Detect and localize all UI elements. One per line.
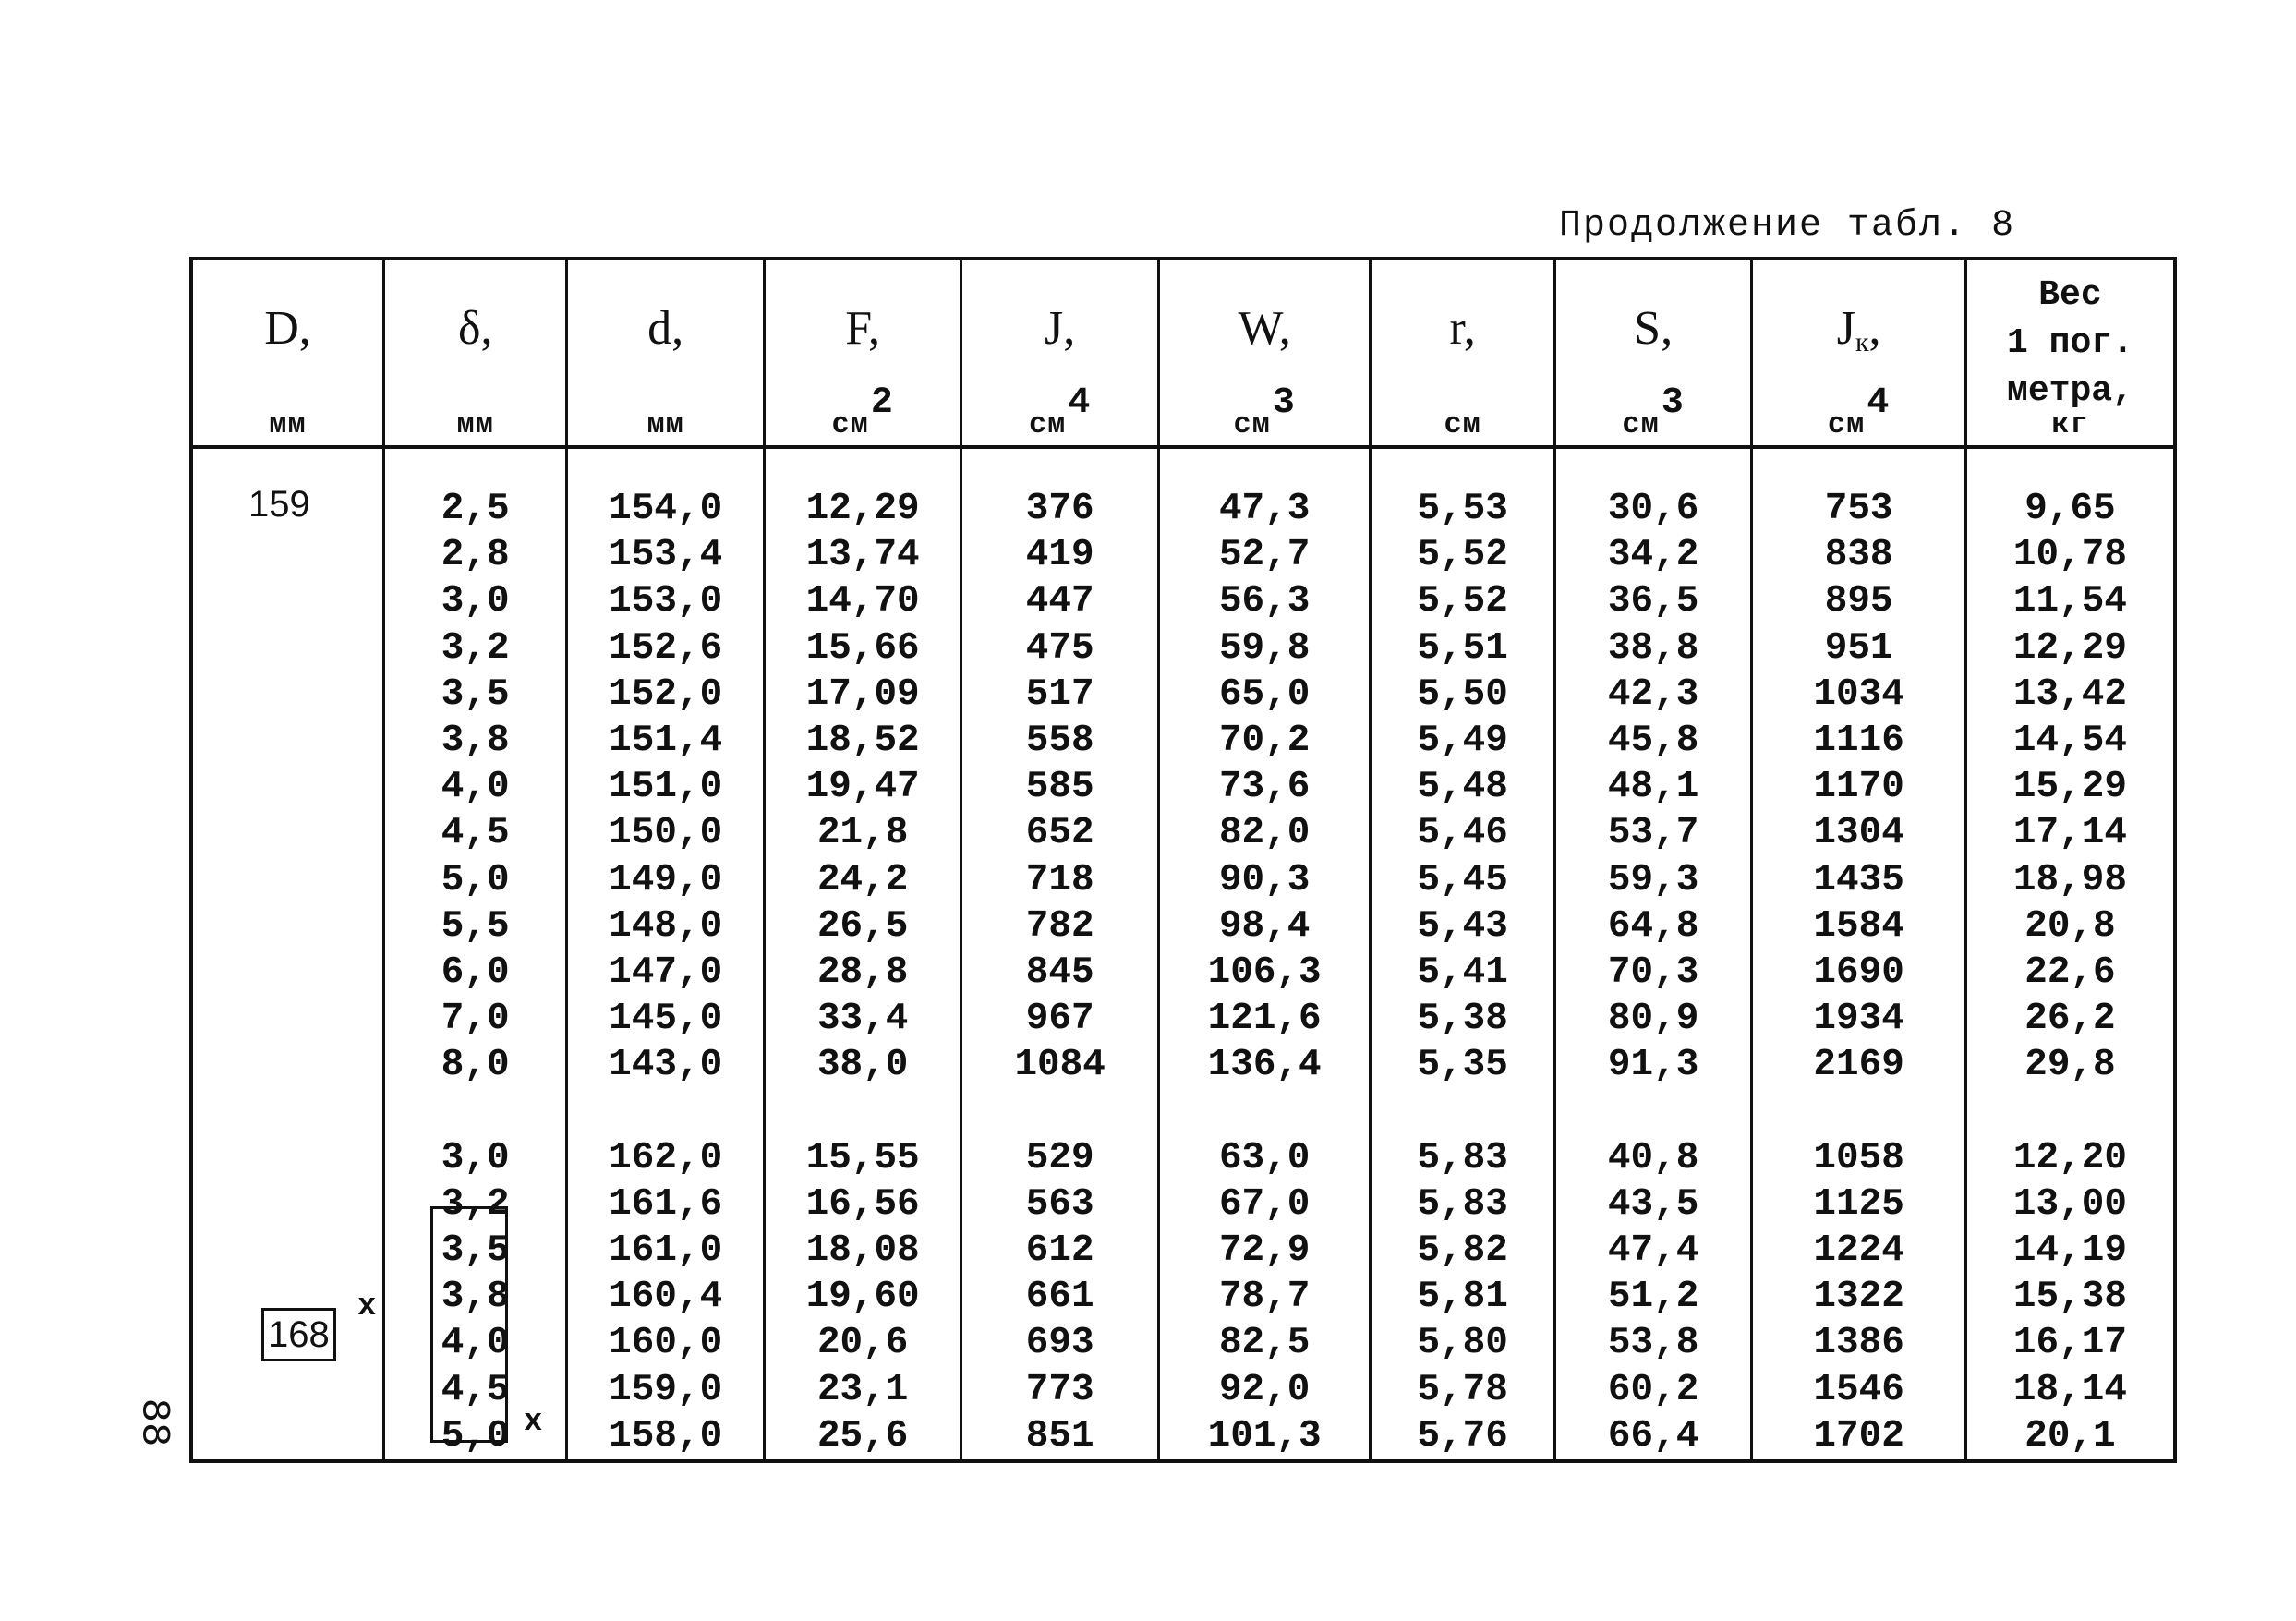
group-spacer [568, 1089, 762, 1135]
table-cell: 3,5 [441, 1229, 510, 1273]
table-cell: 5,41 [1417, 951, 1508, 995]
table-body [191, 447, 2175, 1461]
table-cell: 15,29 [2012, 766, 2127, 809]
table-cell: 851 [1025, 1414, 1094, 1458]
table-cell: 38,0 [816, 1044, 909, 1087]
table-cell: 5,53 [1417, 488, 1508, 530]
table-cell: 18,08 [805, 1229, 920, 1273]
table-cell: 121,6 [1207, 998, 1322, 1041]
table-cell: 28,8 [816, 951, 909, 995]
boxed-range-mark: x [523, 1405, 543, 1440]
table-cell: 14,54 [2012, 720, 2127, 763]
table-cell: 51,2 [1607, 1276, 1699, 1319]
table-cell: 1084 [1014, 1044, 1106, 1087]
table-cell: 782 [1025, 904, 1094, 948]
table-cell: 15,55 [805, 1136, 920, 1179]
table-cell: 967 [1025, 998, 1094, 1041]
table-cell: 13,42 [2012, 672, 2127, 716]
table-cell: 895 [1824, 580, 1893, 623]
table-cell: 53,8 [1607, 1322, 1699, 1365]
table-cell: 1125 [1813, 1182, 1904, 1226]
table-cell: 12,20 [2012, 1136, 2127, 1179]
table-cell: 82,5 [1218, 1322, 1311, 1365]
table-cell: 2169 [1813, 1044, 1904, 1087]
table-cell: 585 [1025, 766, 1094, 809]
table-cell: 5,50 [1417, 672, 1508, 716]
table-cell: 3,2 [441, 626, 510, 670]
table-cell: 5,0 [441, 1414, 510, 1458]
col-radius-of-gyration [1371, 447, 1554, 1461]
table-cell: 20,8 [2024, 904, 2116, 948]
col-moment-of-inertia [961, 447, 1158, 1461]
table-cell: 152,0 [609, 672, 723, 716]
group-spacer [1160, 1089, 1370, 1135]
table-cell: 13,00 [2012, 1182, 2127, 1226]
table-cell: 24,2 [816, 858, 909, 901]
table-cell: 22,6 [2024, 951, 2116, 995]
table-cell: 153,4 [609, 534, 723, 577]
table-cell: 1304 [1813, 812, 1904, 855]
table-cell: 5,5 [441, 904, 510, 948]
page-number: 88 [130, 1397, 177, 1447]
table-cell: 59,8 [1218, 626, 1311, 670]
table-cell: 60,2 [1607, 1368, 1699, 1411]
header-weight-per-meter: Вес 1 пог. метра, кг [1965, 259, 2175, 447]
table-cell: 1224 [1813, 1229, 1904, 1273]
col-outer-diameter [191, 447, 383, 1461]
table-cell: 1170 [1813, 766, 1904, 809]
table-cell: 1034 [1813, 672, 1904, 716]
table-cell: 2,8 [441, 534, 510, 577]
header-outer-diameter: D, мм [191, 259, 383, 447]
table-cell: 5,78 [1417, 1368, 1508, 1411]
table-cell: 72,9 [1218, 1229, 1311, 1273]
table-cell: 20,1 [2024, 1414, 2116, 1458]
col-torsion-inertia [1752, 447, 1966, 1461]
table-cell: 838 [1824, 534, 1893, 577]
group-168-mark: x [357, 1289, 377, 1325]
table-cell: 951 [1824, 626, 1893, 670]
header-static-moment: S, $см^3$ [1554, 259, 1751, 447]
table-cell: 376 [1025, 488, 1094, 530]
table-cell: 101,3 [1207, 1414, 1322, 1458]
table-cell: 147,0 [609, 951, 723, 995]
header-moment-of-inertia: J, $см^4$ [961, 259, 1158, 447]
group-label-168-boxed: 168 [261, 1308, 336, 1361]
table-cell: 753 [1824, 488, 1893, 530]
table-cell: 5,51 [1417, 626, 1508, 670]
table-cell: 773 [1025, 1368, 1094, 1411]
table-cell: 153,0 [609, 580, 723, 623]
header-torsion-inertia: Jк, $см^4$ [1752, 259, 1966, 447]
table-cell: 160,4 [609, 1276, 723, 1319]
table-cell: 33,4 [816, 998, 909, 1041]
table-cell: 5,45 [1417, 858, 1508, 901]
table-cell: 67,0 [1218, 1182, 1311, 1226]
table-cell: 158,0 [609, 1414, 723, 1458]
table-cell: 5,81 [1417, 1276, 1508, 1319]
group-spacer [1556, 1089, 1750, 1135]
table-cell: 1702 [1813, 1414, 1904, 1458]
table-cell: 517 [1025, 672, 1094, 716]
table-cell: 90,3 [1218, 858, 1311, 901]
table-continuation-caption: Продолжение табл. 8 [1559, 205, 2016, 247]
table-cell: 5,46 [1417, 812, 1508, 855]
header-area: F, $см^2$ [764, 259, 961, 447]
table-cell: 5,80 [1417, 1322, 1508, 1365]
table-cell: 1435 [1813, 858, 1904, 901]
table-cell: 70,3 [1607, 951, 1699, 995]
table-cell: 151,0 [609, 766, 723, 809]
col-wall-thickness [383, 447, 566, 1461]
table-cell: 612 [1025, 1229, 1094, 1273]
table-cell: 1934 [1813, 998, 1904, 1041]
table-cell: 106,3 [1207, 951, 1322, 995]
group-spacer [766, 1089, 960, 1135]
table-cell: 162,0 [609, 1136, 723, 1179]
table-cell: 17,09 [805, 672, 920, 716]
table-cell: 6,0 [441, 951, 510, 995]
table-cell: 43,5 [1607, 1182, 1699, 1226]
table-cell: 63,0 [1218, 1136, 1311, 1179]
table-cell: 1546 [1813, 1368, 1904, 1411]
table-cell: 10,78 [2012, 534, 2127, 577]
group-spacer [1753, 1089, 1964, 1135]
table-cell: 5,48 [1417, 766, 1508, 809]
table-cell: 1116 [1813, 720, 1904, 763]
table-cell: 12,29 [805, 488, 920, 530]
table-cell: 4,5 [441, 812, 510, 855]
table-cell: 143,0 [609, 1044, 723, 1087]
table-cell: 151,4 [609, 720, 723, 763]
table-cell: 652 [1025, 812, 1094, 855]
table-cell: 40,8 [1607, 1136, 1699, 1179]
table-cell: 3,5 [441, 672, 510, 716]
col-static-moment [1554, 447, 1751, 1461]
col-weight-per-meter [1965, 447, 2175, 1461]
table-cell: 15,38 [2012, 1276, 2127, 1319]
table-cell: 48,1 [1607, 766, 1699, 809]
table-cell: 82,0 [1218, 812, 1311, 855]
table-cell: 1058 [1813, 1136, 1904, 1179]
table-cell: 5,0 [441, 858, 510, 901]
table-cell: 52,7 [1218, 534, 1311, 577]
table-cell: 661 [1025, 1276, 1094, 1319]
table-cell: 5,83 [1417, 1136, 1508, 1179]
table-cell: 160,0 [609, 1322, 723, 1365]
group-label-159: 159 [248, 484, 310, 525]
table-cell: 42,3 [1607, 672, 1699, 716]
table-cell: 5,82 [1417, 1229, 1508, 1273]
table-cell: 66,4 [1607, 1414, 1699, 1458]
table-cell: 161,6 [609, 1182, 723, 1226]
header-radius-of-gyration: r, см [1371, 259, 1554, 447]
table-cell: 5,52 [1417, 534, 1508, 577]
table-cell: 13,74 [805, 534, 920, 577]
table-cell: 3,0 [441, 1136, 510, 1179]
header-inner-diameter: d, мм [567, 259, 764, 447]
table-cell: 21,8 [816, 812, 909, 855]
table-cell: 78,7 [1218, 1276, 1311, 1319]
table-cell: 1386 [1813, 1322, 1904, 1365]
table-cell: 29,8 [2024, 1044, 2116, 1087]
header-section-modulus: W, $см^3$ [1158, 259, 1371, 447]
table-cell: 26,5 [816, 904, 909, 948]
table-cell: 8,0 [441, 1044, 510, 1087]
table-cell: 5,52 [1417, 580, 1508, 623]
table-cell: 5,83 [1417, 1182, 1508, 1226]
table-cell: 19,60 [805, 1276, 920, 1319]
table-cell: 148,0 [609, 904, 723, 948]
group-spacer [1372, 1089, 1553, 1135]
table-cell: 34,2 [1607, 534, 1699, 577]
table-cell: 4,0 [441, 766, 510, 809]
header-wall-thickness: δ, мм [383, 259, 566, 447]
table-cell: 14,19 [2012, 1229, 2127, 1273]
table-cell: 145,0 [609, 998, 723, 1041]
table-cell: 30,6 [1607, 488, 1699, 530]
table-cell: 19,47 [805, 766, 920, 809]
col-inner-diameter [567, 447, 764, 1461]
table-cell: 18,52 [805, 720, 920, 763]
table-cell: 5,76 [1417, 1414, 1508, 1458]
table-cell: 1584 [1813, 904, 1904, 948]
table-cell: 149,0 [609, 858, 723, 901]
table-cell: 53,7 [1607, 812, 1699, 855]
col-section-modulus [1158, 447, 1371, 1461]
table-cell: 558 [1025, 720, 1094, 763]
table-cell: 36,5 [1607, 580, 1699, 623]
table-cell: 26,2 [2024, 998, 2116, 1041]
table-cell: 47,4 [1607, 1229, 1699, 1273]
table-cell: 23,1 [816, 1368, 909, 1411]
table-cell: 1690 [1813, 951, 1904, 995]
table-cell: 56,3 [1218, 580, 1311, 623]
table-cell: 80,9 [1607, 998, 1699, 1041]
table-cell: 4,0 [441, 1322, 510, 1365]
table-cell: 15,66 [805, 626, 920, 670]
table-cell: 4,5 [441, 1368, 510, 1411]
group-spacer [962, 1089, 1156, 1135]
table-cell: 18,14 [2012, 1368, 2127, 1411]
pipe-dimensions-table [189, 257, 2177, 1463]
table-cell: 5,38 [1417, 998, 1508, 1041]
table-cell: 16,17 [2012, 1322, 2127, 1365]
table-cell: 2,5 [441, 488, 510, 530]
table-cell: 136,4 [1207, 1044, 1322, 1087]
table-cell: 20,6 [816, 1322, 909, 1365]
table-cell: 92,0 [1218, 1368, 1311, 1411]
table-cell: 7,0 [441, 998, 510, 1041]
table-cell: 563 [1025, 1182, 1094, 1226]
table-cell: 98,4 [1218, 904, 1311, 948]
table-cell: 3,2 [441, 1182, 510, 1226]
table-cell: 11,54 [2012, 580, 2127, 623]
table-cell: 17,14 [2012, 812, 2127, 855]
table-cell: 3,0 [441, 580, 510, 623]
table-cell: 3,8 [441, 1276, 510, 1319]
table-cell: 38,8 [1607, 626, 1699, 670]
table-cell: 1322 [1813, 1276, 1904, 1319]
table-cell: 9,65 [2024, 488, 2116, 530]
table-cell: 419 [1025, 534, 1094, 577]
group-spacer [1967, 1089, 2173, 1135]
table-cell: 152,6 [609, 626, 723, 670]
table-cell: 18,98 [2012, 858, 2127, 901]
col-area [764, 447, 961, 1461]
table-cell: 475 [1025, 626, 1094, 670]
table-cell: 64,8 [1607, 904, 1699, 948]
table-cell: 45,8 [1607, 720, 1699, 763]
table-cell: 447 [1025, 580, 1094, 623]
table-cell: 25,6 [816, 1414, 909, 1458]
table-cell: 718 [1025, 858, 1094, 901]
header-row [191, 259, 2175, 447]
table-cell: 159,0 [609, 1368, 723, 1411]
table-cell: 47,3 [1218, 488, 1311, 530]
table-cell: 693 [1025, 1322, 1094, 1365]
boxed-thickness-range [430, 1206, 508, 1443]
table-cell: 91,3 [1607, 1044, 1699, 1087]
table-cell: 3,8 [441, 720, 510, 763]
table-cell: 5,35 [1417, 1044, 1508, 1087]
table-cell: 154,0 [609, 488, 723, 530]
group-spacer [385, 1089, 565, 1135]
table-cell: 5,43 [1417, 904, 1508, 948]
table-cell: 70,2 [1218, 720, 1311, 763]
table-cell: 845 [1025, 951, 1094, 995]
table-cell: 529 [1025, 1136, 1094, 1179]
table-cell: 161,0 [609, 1229, 723, 1273]
table-cell: 65,0 [1218, 672, 1311, 716]
table-cell: 59,3 [1607, 858, 1699, 901]
table-cell: 5,49 [1417, 720, 1508, 763]
table-cell: 14,70 [805, 580, 920, 623]
table-cell: 150,0 [609, 812, 723, 855]
table-cell: 12,29 [2012, 626, 2127, 670]
table-cell: 16,56 [805, 1182, 920, 1226]
table-cell: 73,6 [1218, 766, 1311, 809]
